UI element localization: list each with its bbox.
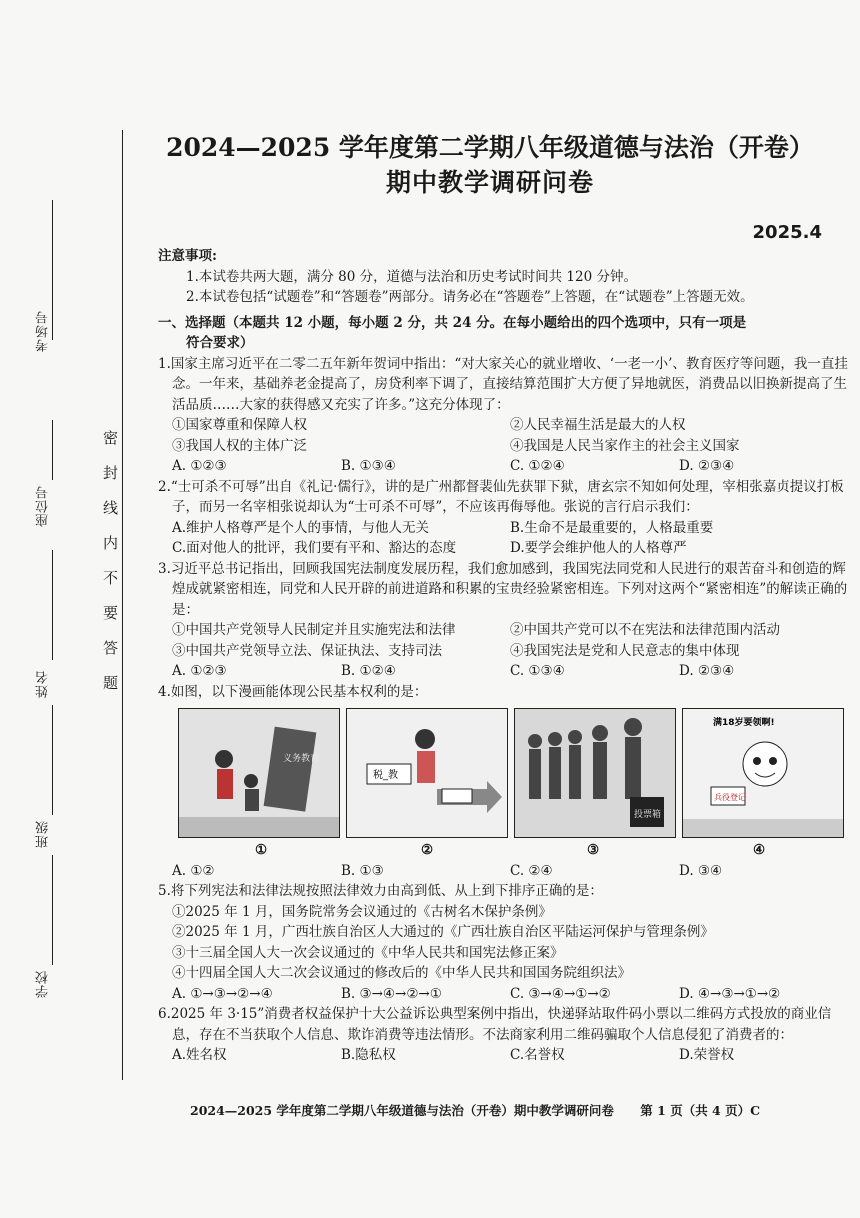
notice-title: 注意事项: [158,248,217,264]
exam-date: 2025.4 [752,222,822,243]
field-class: 班级 [36,820,51,848]
comic-3-image [514,708,676,838]
comic-3-ballot-text: 投票箱 [634,810,662,820]
field-line [52,855,53,965]
page-subtitle: 期中教学调研问卷 [385,168,594,197]
statement: ③我国人权的主体广泛 [172,437,307,454]
question-6-stem: 6.2025 年 3·15”消费者权益保护十大公益诉讼典型案例中指出，快递驿站取件码小票以二维码方式投放的商业信息，存在不当获取个人信息、欺诈消费等违法情形。不法商家利用二维码骗取个人信息侵犯了消费者的： [158,1006,832,1043]
question-3-statements [158,620,848,641]
question-2-options [158,518,848,539]
page-title: 2024—2025 学年度第二学期八年级道德与法治（开卷） [166,133,814,162]
question-3-statements [158,641,848,662]
statement: ③中国共产党领导立法、保证执法、支持司法 [172,642,442,659]
comic-4-banner-text: 满18岁要领啊! [713,718,775,728]
question-1-stem: 1.国家主席习近平在二零二五年新年贺词中指出：“对大家关心的就业增收、‘一老一小’、教育医疗等问题，我一直挂念。一年来，基础养老金提高了，房贷利率下调了，直接结算范围扩大方便了异地就医，消费品以旧换新提高了生活品质……大家的获得感又充实了许多。”这充分体现了： [158,355,848,413]
comic-4-image [682,708,844,838]
question-1-options [158,456,848,477]
question-2-stem: 2.“士可杀不可辱”出自《礼记·儒行》，讲的是广州都督裴仙先获罪下狱，唐玄宗不知如何处理，宰相张嘉贞提议打板子，而另一名宰相张说却认为“士可杀不可辱”，不应该再侮辱他。张说的言行启示我们： [158,478,844,515]
notice-item: 2.本试卷包括“试题卷”和“答题卷”两部分。请务必在“答题卷”上答题，在“试题卷”上答题无效。 [186,289,754,305]
section-heading-cont: 符合要求） [186,335,254,351]
comic-label: ② [420,842,434,858]
option-c: C.名誉权 [510,1047,565,1063]
option-c: C. ①②④ [510,458,565,474]
statement: ①中国共产党领导人民制定并且实施宪法和法律 [172,622,456,638]
option-a: A. ①②③ [172,458,227,474]
section-heading: 一、选择题（本题共 12 小题，每小题 2 分，共 24 分。在每小题给出的四个选项中，只有一项是 [158,314,747,331]
option-d: D. ②③④ [679,663,735,679]
option-c: C.面对他人的批评，我们要有平和、豁达的态度 [172,540,457,556]
question-5-stem: 5.将下列宪法和法律法规按照法律效力由高到低、从上到下排序正确的是： [158,883,603,899]
comic-2-image [346,708,508,838]
field-line [52,705,53,815]
seal-text: 密封线内不要答题 [101,430,119,710]
statement: ②中国共产党可以不在宪法和法律范围内活动 [510,622,780,638]
field-line [52,420,53,480]
footer-title: 2024—2025 学年度第二学期八年级道德与法治（开卷）期中教学调研问卷 [190,1103,614,1118]
page-footer [190,1101,760,1119]
statement: ②2025 年 1 月，广西壮族自治区人大通过的《广西壮族自治区平陆运河保护与管理条例》 [172,924,714,940]
comic-label: ④ [752,842,766,858]
statement: ②人民幸福生活是最大的人权 [510,417,686,433]
field-school: 学校 [36,970,51,998]
statement: ④我国是人民当家作主的社会主义国家 [510,437,740,454]
option-d: D. ③④ [679,862,723,879]
question-3-options [158,661,848,682]
comic-1-book-text: 义务教育 [283,754,320,764]
field-seat: 座位号 [36,485,51,527]
comic-2-sign-text: 税_教 [373,770,398,781]
question-5-options [158,984,848,1005]
comic-label: ③ [586,842,600,858]
question-1-statements [158,415,848,436]
field-exam-room: 考场号 [36,310,51,352]
question-3-stem: 3.习近平总书记指出，回顾我国宪法制度发展历程，我们愈加感到，我国宪法同党和人民进行的艰苦奋斗和创造的辉煌成就紧密相连，同党和人民开辟的前进道路和积累的宝贵经验紧密相连。下列对这两个“紧密相连”的解读正确的是： [158,560,848,618]
option-c: C. ②④ [510,862,553,879]
option-b: B.隐私权 [341,1047,396,1063]
comic-4-sign-text: 兵役登记 [714,793,746,802]
comic-labels [178,840,848,861]
question-4-options [158,861,848,882]
statement: ①2025 年 1 月，国务院常务会议通过的《古树名木保护条例》 [172,903,552,920]
question-6-options [158,1045,848,1066]
option-c: C. ①③④ [510,663,565,679]
statement: ③十三届全国人大一次会议通过的《中华人民共和国宪法修正案》 [172,944,564,961]
option-d: D.荣誉权 [679,1047,735,1063]
question-1-statements [158,436,848,457]
exam-content [158,246,848,1066]
comic-label: ① [254,842,268,858]
option-d: D.要学会维护他人的人格尊严 [510,540,687,556]
option-a: A. ①② [172,862,215,879]
option-b: B. ①②④ [341,663,396,679]
option-a: A. ①→③→②→④ [172,985,273,1002]
comic-strip [178,708,848,838]
option-d: D. ②③④ [679,458,735,474]
question-4-stem: 4.如图，以下漫画能体现公民基本权利的是： [158,683,428,700]
statement: ④我国宪法是党和人民意志的集中体现 [510,642,740,659]
option-a: A.姓名权 [172,1047,227,1063]
option-b: B.生命不是最重要的，人格最重要 [510,519,714,536]
option-a: A.维护人格尊严是个人的事情，与他人无关 [172,519,430,536]
notice-item: 1.本试卷共两大题，满分 80 分，道德与法治和历史考试时间共 120 分钟。 [186,268,637,285]
option-d: D. ④→③→①→② [679,985,781,1002]
comic-1-image [178,708,340,838]
option-b: B. ①③ [341,862,384,879]
option-b: B. ③→④→②→① [341,985,442,1002]
option-c: C. ③→④→①→② [510,985,611,1002]
page-number: 第 1 页（共 4 页）C [640,1103,761,1118]
field-line [52,550,53,660]
field-name: 姓名 [36,670,51,698]
question-2-options [158,538,848,559]
statement: ④十四届全国人大二次会议通过的修改后的《中华人民共和国国务院组织法》 [172,965,631,981]
option-a: A. ①②③ [172,663,227,679]
seal-line [122,130,123,1080]
option-b: B. ①③④ [341,458,396,474]
statement: ①国家尊重和保障人权 [172,417,307,433]
